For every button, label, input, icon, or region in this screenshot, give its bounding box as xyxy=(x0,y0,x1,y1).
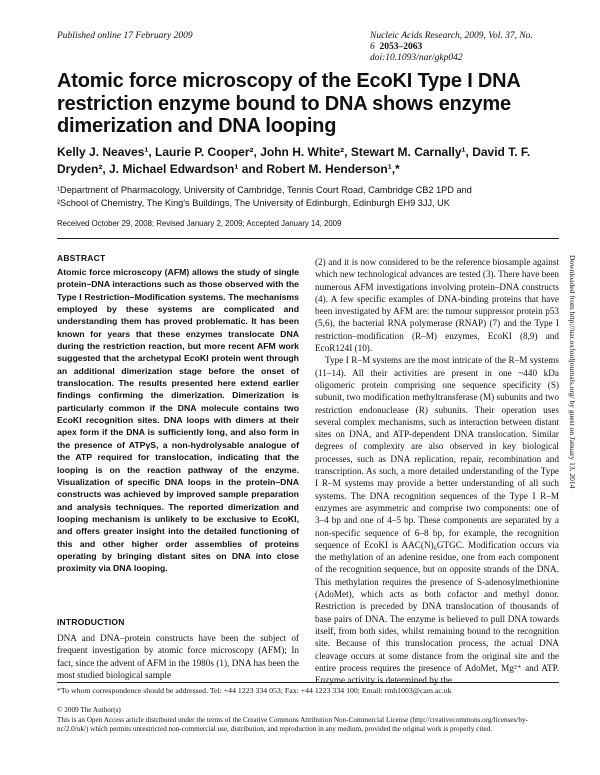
published-date: Published online 17 February 2009 xyxy=(57,31,193,41)
download-watermark-text: Downloaded from http://nar.oxfordjournals.org/ by guest on January 13, 2014 xyxy=(568,255,577,489)
journal-citation xyxy=(370,31,556,64)
header-rule xyxy=(57,238,559,239)
correspondence-footnote: *To whom correspondence should be addressed. Tel: +44 1223 334 053; Fax: +44 1223 334 100; Email: rmh1003@cam.ac.uk xyxy=(57,686,452,695)
received-dates: Received October 29, 2008; Revised January 2, 2009; Accepted January 14, 2009 xyxy=(57,219,342,228)
paper-title: Atomic force microscopy of the EcoKI Type I DNA restriction enzyme bound to DNA shows enzyme dimerization and DNA looping xyxy=(57,70,520,137)
affiliation-1: ¹Department of Pharmacology, University of Cambridge, Tennis Court Road, Cambridge CB2 1PD and xyxy=(57,185,472,195)
abstract-text: Atomic force microscopy (AFM) allows the study of single protein–DNA interactions such as those observed with the Type I Restriction–Modification systems. The mechanisms employed by these systems are complicated and understanding them has proved problematic. It has been known for years that these enzymes translocate DNA during the restriction reaction, but more recent AFM work suggested that the archetypal EcoKI protein went through an additional dimerization stage before the onset of translocation. The results presented here extend earlier findings confirming the dimerization. Dimerization is particularly common if the DNA molecule contains two EcoKI recognition sites. DNA loops with dimers at their apex form if the DNA is sufficiently long, and also form in the presence of ATPγS, a non-hydrolysable analogue of the ATP required for translocation, indicating that the looping is on the reaction pathway of the enzyme. Visualization of specific DNA loops in the protein–DNA constructs was achieved by improved sample preparation and analysis techniques. The reported dimerization and looping mechanism is unlikely to be exclusive to EcoKI, and offers greater insight into the detailed functioning of this and other higher order assemblies of proteins operating by bringing distant sites on DNA into close proximity via DNA looping. xyxy=(57,267,299,574)
paragraph-1: (2) and it is now considered to be the reference biosample against which new technological advances are tested (3). There have been numerous AFM investigations involving protein–DNA constructs (4). A few specific examples of DNA-binding proteins that have been investigated by AFM are: the tumour suppressor protein p53 (5,6), the bacterial RNA polymerase (RNAP) (7) and the Type I restriction–modification (R–M) enzymes, EcoKI (8,9) and EcoR124I (10). xyxy=(315,257,559,354)
footnote-rule xyxy=(57,682,559,683)
download-watermark xyxy=(568,255,578,615)
journal-name: Nucleic Acids Research, 2009, Vol. 37, No. 6 xyxy=(370,31,533,52)
copyright-notice xyxy=(57,706,557,735)
paragraph-2: Type I R–M systems are the most intricate of the R–M systems (11–14). All their activities are present in one ~440 kDa oligomeric protein comprising one sequence specificity (S) subunit, two modification methyltransferase (M) subunits and two restriction endonuclease (R) subunits. Their operation uses several complex mechanisms, such as interaction between distant sites on DNA, and ATP-dependent DNA translocation. Similar degrees of complexity are also observed in key biological processes, such as DNA replication, repair, recombination and transcription. As such, a more detailed understanding of the Type I R–M systems may provide a better understanding of all such systems. The DNA recognition sequences of the Type I R–M enzymes are asymmetric and comprise two components: one of 3–4 bp and one of 4–5 bp. These components are separated by a non-specific sequence of 6–8 bp, for example, the recognition sequence of EcoKI is AAC(N)₆GTGC. Modification occurs via the methylation of an adenine residue, one from each component of the recognition sequence, but on opposite strands of the DNA. This methylation requires the presence of S-adenosylmethionine (AdoMet), which acts as both cofactor and methyl donor. Restriction is preceded by DNA translocation of thousands of base pairs of DNA. The enzyme is believed to pull DNA towards itself, from both sides, whilst remaining bound to the recognition site. Because of this translocation process, the actual DNA cleavage occurs at some distance from the original site and the entire process requires the presence of AdoMet, Mg²⁺ and ATP. Enzyme activity is determined by the xyxy=(315,355,559,686)
doi: doi:10.1093/nar/gkp042 xyxy=(370,53,463,63)
introduction-text: DNA and DNA–protein constructs have been the subject of frequent investigation by atomic force microscopy (AFM); In fact, since the advent of AFM in the 1980s (1), DNA has been the most studied biological sample xyxy=(57,633,299,680)
second-column xyxy=(315,256,559,686)
license-text: This is an Open Access article distributed under the terms of the Creative Commons Attribution Non-Commercial License (http://creativecommons.org/licenses/by-nc/2.0/uk/) which permits unrestricted non-commercial use, distribution, and reproduction in any medium, provided the original work is properly cited. xyxy=(57,715,528,733)
introduction-heading: INTRODUCTION xyxy=(57,617,125,627)
abstract-heading: ABSTRACT xyxy=(57,253,106,263)
page-range: 2053–2063 xyxy=(379,42,423,52)
author-list: Kelly J. Neaves¹, Laurie P. Cooper², John H. White², Stewart M. Carnally¹, David T. F. Dryden², J. Michael Edwardson¹ and Robert M. Henderson¹,* xyxy=(57,145,531,176)
copyright-line: © 2009 The Author(s) xyxy=(57,706,121,714)
affiliations xyxy=(57,184,557,209)
affiliation-2: ²School of Chemistry, The King's Buildings, The University of Edinburgh, Edinburgh EH9 3JJ, UK xyxy=(57,197,450,208)
